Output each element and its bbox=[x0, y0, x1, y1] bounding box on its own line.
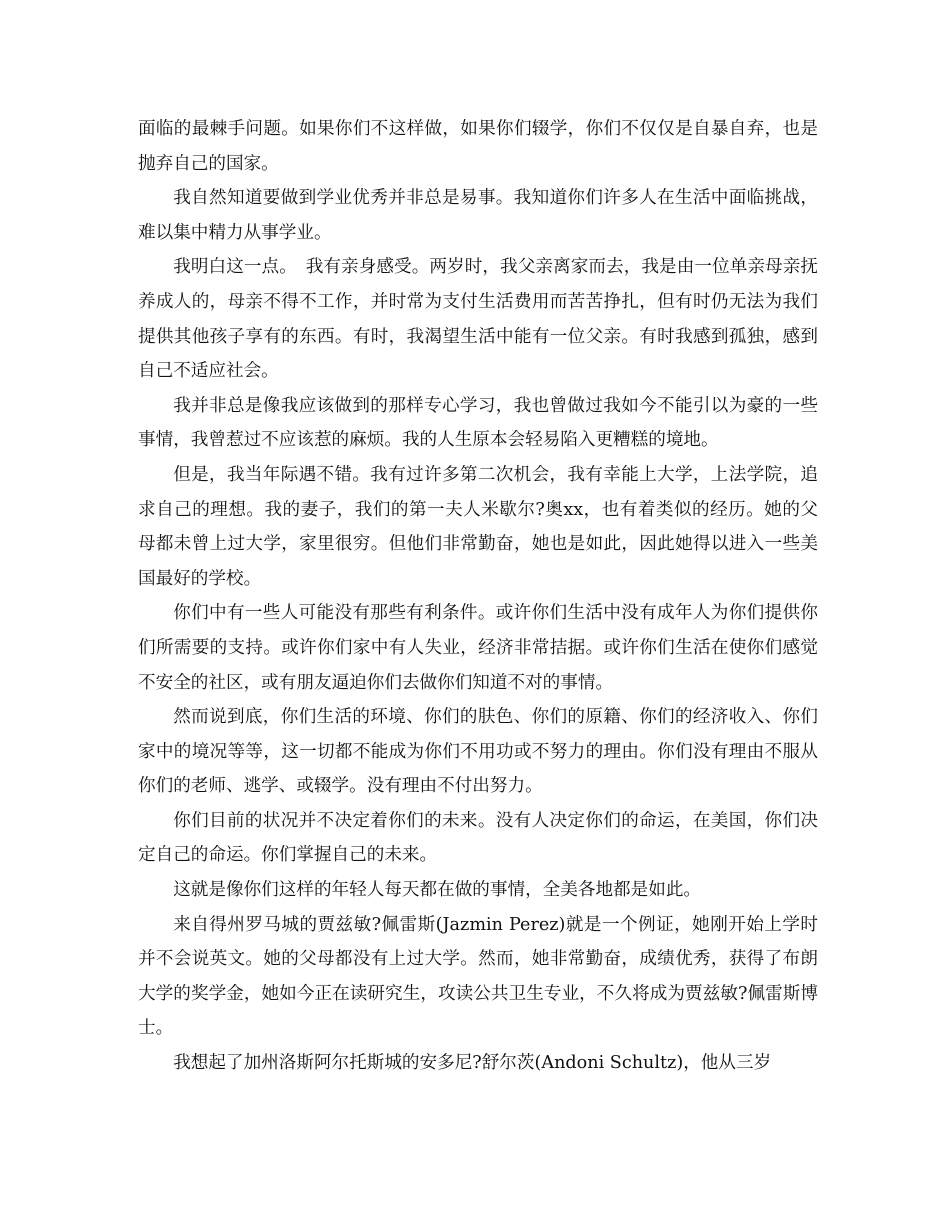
paragraph-6: 你们中有一些人可能没有那些有利条件。或许你们生活中没有成年人为你们提供你们所需要的支持。或许你们家中有人失业，经济非常拮据。或许你们生活在使你们感觉不安全的社区，或有朋友逼迫你们去做你们知道不对的事情。 bbox=[138, 603, 818, 693]
paragraph-5: 但是，我当年际遇不错。我有过许多第二次机会，我有幸能上大学，上法学院，追求自己的理想。我的妻子，我们的第一夫人米歇尔?奥xx，也有着类似的经历。她的父母都未曾上过大学，家里很穷。但他们非常勤奋，她也是如此，因此她得以进入一些美国最好的学校。 bbox=[138, 464, 818, 589]
paragraph-1: 面临的最棘手问题。如果你们不这样做，如果你们辍学，你们不仅仅是自暴自弃，也是抛弃自己的国家。 bbox=[138, 119, 818, 174]
paragraph-4: 我并非总是像我应该做到的那样专心学习，我也曾做过我如今不能引以为豪的一些事情，我曾惹过不应该惹的麻烦。我的人生原本会轻易陷入更糟糕的境地。 bbox=[138, 395, 818, 451]
paragraph-11: 我想起了加州洛斯阿尔托斯城的安多尼?舒尔茨(Andoni Schultz)，他从三岁 bbox=[173, 1053, 772, 1074]
paragraph-9: 这就是像你们这样的年轻人每天都在做的事情，全美各地都是如此。 bbox=[173, 880, 702, 901]
paragraph-3: 我明白这一点。 我有亲身感受。两岁时，我父亲离家而去，我是由一位单亲母亲抚养成人的，母亲不得不工作，并时常为支付生活费用而苦苦挣扎，但有时仍无法为我们提供其他孩子享有的东西。有时，我渴望生活中能有一位父亲。有时我感到孤独，感到自己不适应社会。 bbox=[138, 257, 818, 382]
paragraph-8: 你们目前的状况并不决定着你们的未来。没有人决定你们的命运，在美国，你们决定自己的命运。你们掌握自己的未来。 bbox=[138, 810, 818, 866]
paragraph-10: 来自得州罗马城的贾兹敏?佩雷斯(Jazmin Perez)就是一个例证，她刚开始上学时并不会说英文。她的父母都没有上过大学。然而，她非常勤奋，成绩优秀，获得了布朗大学的奖学金，她如今正在读研究生，攻读公共卫生专业，不久将成为贾兹敏?佩雷斯博士。 bbox=[138, 914, 818, 1039]
paragraph-2: 我自然知道要做到学业优秀并非总是易事。我知道你们许多人在生活中面临挑战，难以集中精力从事学业。 bbox=[138, 188, 818, 243]
document-body bbox=[138, 112, 818, 1081]
paragraph-7: 然而说到底，你们生活的环境、你们的肤色、你们的原籍、你们的经济收入、你们家中的境况等等，这一切都不能成为你们不用功或不努力的理由。你们没有理由不服从你们的老师、逃学、或辍学。没有理由不付出努力。 bbox=[138, 707, 818, 797]
